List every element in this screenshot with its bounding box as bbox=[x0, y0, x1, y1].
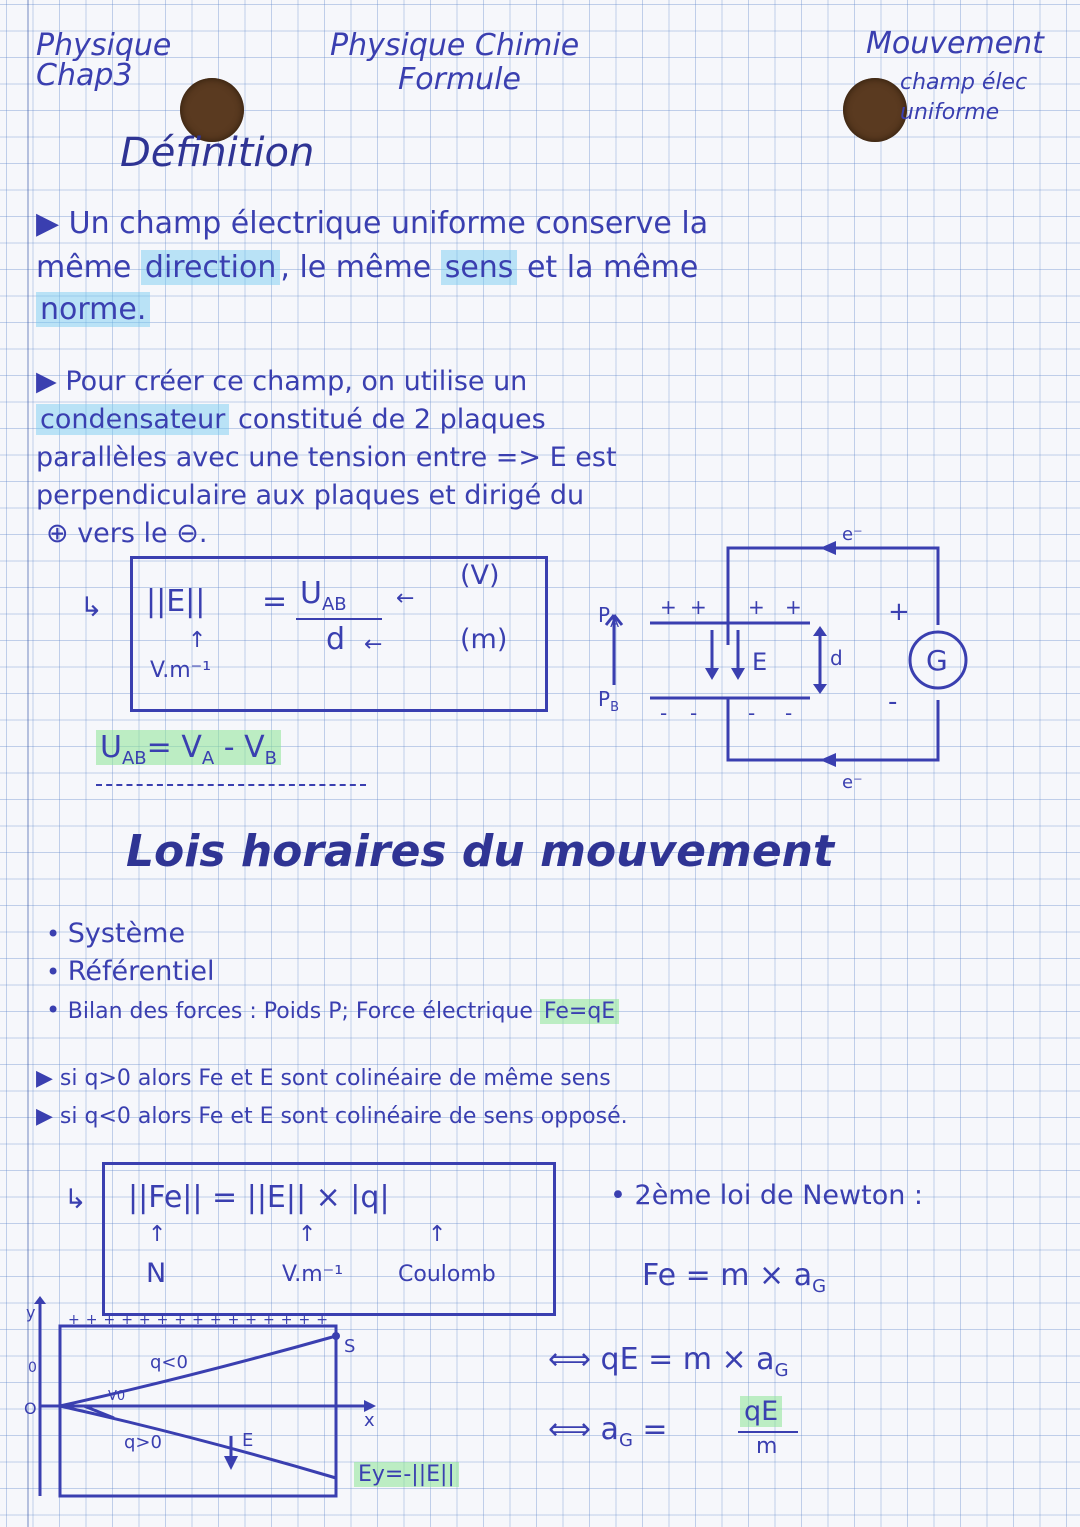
circuit-wire-bottom bbox=[728, 698, 938, 760]
keyword-norme: norme. bbox=[36, 292, 150, 327]
bottom-current-arrow bbox=[820, 753, 836, 767]
formula-f-unit-n: N bbox=[146, 1258, 167, 1289]
newton-line-1-sub: G bbox=[812, 1276, 827, 1297]
unit-arrow-m-icon: ← bbox=[364, 632, 383, 657]
formula-e-num-sub: AB bbox=[321, 594, 347, 615]
trajectory-q-positive bbox=[60, 1406, 336, 1478]
condition-negative-text: si q<0 alors Fe et E sont colinéaire de sens opposé. bbox=[59, 1104, 628, 1129]
graph-plate-plus-row: +++++++++++++++ bbox=[68, 1312, 334, 1328]
newton-line-1-text: Fe = m × a bbox=[642, 1258, 813, 1293]
label-d: d bbox=[830, 646, 843, 670]
up-arrow-icon: ↑ bbox=[188, 628, 207, 653]
minus-3: - bbox=[748, 701, 756, 725]
definition-line-4: ▶ Pour créer ce champ, on utilise un bbox=[36, 366, 528, 397]
e-arrowhead-graph bbox=[224, 1456, 238, 1470]
header-topic-1: Mouvement bbox=[866, 26, 1044, 61]
newton-fraction-bar bbox=[738, 1431, 798, 1433]
definition-line-3 bbox=[36, 292, 150, 327]
graph-plates-frame bbox=[60, 1326, 336, 1496]
graph-s-label: S bbox=[344, 1336, 356, 1357]
newton-line-3 bbox=[548, 1412, 668, 1451]
corner-arrow-icon-2: ↳ bbox=[64, 1184, 87, 1215]
uab-sub: AB bbox=[121, 748, 147, 769]
condition-positive-text: si q>0 alors Fe et E sont colinéaire de même sens bbox=[59, 1066, 611, 1091]
capacitor-circuit-diagram bbox=[580, 520, 1000, 800]
formula-e-unit-lhs: V.m⁻¹ bbox=[150, 658, 212, 683]
formula-e-unit-v: (V) bbox=[460, 560, 500, 591]
header-chapter: Chap3 bbox=[36, 58, 133, 93]
keyword-direction: direction bbox=[141, 250, 280, 285]
lois-item-3: • Bilan des forces : Poids P; Force électrique Fe=qE bbox=[46, 996, 619, 1024]
graph-y0-label: 0 bbox=[28, 1360, 37, 1376]
label-e-field: E bbox=[752, 648, 768, 676]
definition-heading: Définition bbox=[120, 130, 315, 176]
formula-f-unit-v: V.m⁻¹ bbox=[282, 1262, 344, 1287]
lois-item-1: • Système bbox=[46, 918, 186, 949]
graph-origin-label: O bbox=[24, 1399, 37, 1418]
definition-line-1 bbox=[36, 206, 708, 241]
formula-e-unit-m: (m) bbox=[460, 624, 508, 655]
definition-text-4: Pour créer ce champ, on utilise un bbox=[65, 366, 528, 397]
graph-q-neg-label: q<0 bbox=[150, 1352, 188, 1373]
definition-text-2b: , le même bbox=[280, 250, 441, 285]
graph-v0-label: V0 bbox=[108, 1389, 126, 1404]
d-arrowhead-down bbox=[813, 684, 827, 694]
label-electron-top: e⁻ bbox=[842, 524, 863, 545]
plus-1: + bbox=[660, 595, 677, 619]
definition-text-2a: même bbox=[36, 250, 141, 285]
lois-item-1-text: Système bbox=[67, 918, 186, 949]
formula-f-expr: ||Fe|| = ||E|| × |q| bbox=[128, 1180, 390, 1215]
header-topic-3: uniforme bbox=[900, 100, 1000, 125]
uab-sub-b: B bbox=[264, 748, 277, 769]
minus-2: - bbox=[690, 701, 698, 725]
lois-item-3-text: Bilan des forces : Poids P; Force électrique bbox=[67, 999, 540, 1024]
punch-hole-right bbox=[843, 78, 907, 142]
uab-dashed-underline bbox=[96, 784, 366, 786]
definition-text-1: Un champ électrique uniforme conserve la bbox=[68, 206, 709, 241]
uab-u: U bbox=[100, 730, 122, 765]
minus-1: - bbox=[660, 701, 668, 725]
header-formula: Formule bbox=[398, 62, 521, 97]
generator-plus: + bbox=[888, 597, 910, 627]
lois-item-2-text: Référentiel bbox=[67, 956, 215, 987]
condition-positive: ▶ si q>0 alors Fe et E sont colinéaire de même sens bbox=[36, 1066, 611, 1091]
lois-item-2: • Référentiel bbox=[46, 956, 215, 987]
generator-minus: - bbox=[888, 687, 898, 717]
bullet-arrow: ▶ bbox=[36, 206, 69, 241]
formula-e-lhs: ||E|| bbox=[146, 584, 206, 619]
up-arrow-v-icon: ↑ bbox=[298, 1222, 317, 1247]
definition-line-8: ⊕ vers le ⊖. bbox=[46, 518, 208, 549]
header-course: Physique Chimie bbox=[330, 28, 580, 63]
graph-e-label: E bbox=[242, 1430, 254, 1451]
newton-frac-den: m bbox=[756, 1434, 778, 1459]
newton-line-3-sub: G bbox=[618, 1430, 633, 1451]
newton-line-2-sub: G bbox=[774, 1360, 789, 1381]
definition-line-7: perpendiculaire aux plaques et dirigé du bbox=[36, 480, 585, 511]
newton-frac-num-text: qE bbox=[740, 1396, 782, 1427]
uab-va: = V bbox=[146, 730, 202, 765]
uab-sub-a: A bbox=[201, 748, 215, 769]
plus-4: + bbox=[785, 595, 802, 619]
uab-vb: - V bbox=[214, 730, 265, 765]
lois-heading: Lois horaires du mouvement bbox=[126, 826, 835, 877]
newton-heading: • 2ème loi de Newton : bbox=[610, 1180, 924, 1211]
formula-f-unit-c: Coulomb bbox=[398, 1262, 496, 1287]
up-arrow-n-icon: ↑ bbox=[148, 1222, 167, 1247]
definition-text-2c: et la même bbox=[517, 250, 699, 285]
corner-arrow-icon: ↳ bbox=[80, 592, 103, 623]
trajectory-graph bbox=[24, 1296, 384, 1506]
top-current-arrow bbox=[820, 541, 836, 555]
ey-formula-text: Ey=-||E|| bbox=[354, 1462, 459, 1487]
label-pa: $P_A$ bbox=[598, 603, 619, 631]
keyword-sens: sens bbox=[441, 250, 518, 285]
definition-line-5 bbox=[36, 404, 546, 435]
unit-arrow-v-icon: ← bbox=[396, 586, 415, 611]
e-arrowhead-2 bbox=[731, 668, 745, 680]
plus-3: + bbox=[748, 595, 765, 619]
newton-line-1 bbox=[642, 1258, 826, 1297]
up-arrow-c-icon: ↑ bbox=[428, 1222, 447, 1247]
lois-item-3-formula: Fe=qE bbox=[540, 999, 619, 1024]
y-axis-arrowhead bbox=[34, 1296, 46, 1304]
header-topic-2: champ élec bbox=[900, 70, 1028, 95]
minus-4: - bbox=[785, 701, 793, 725]
point-s bbox=[332, 1332, 340, 1340]
newton-line-2-text: ⟺ qE = m × a bbox=[548, 1342, 775, 1377]
header-subject: Physique bbox=[36, 28, 172, 63]
graph-x-label: x bbox=[364, 1410, 375, 1431]
plus-2: + bbox=[690, 595, 707, 619]
newton-line-3-eq: = bbox=[632, 1412, 668, 1447]
uab-formula bbox=[96, 730, 281, 769]
formula-e-num-u: U bbox=[300, 576, 322, 611]
trajectory-q-negative bbox=[60, 1336, 336, 1406]
e-arrowhead-1 bbox=[705, 668, 719, 680]
newton-line-3-text: ⟺ a bbox=[548, 1412, 619, 1447]
d-arrowhead-up bbox=[813, 626, 827, 636]
keyword-condensateur: condensateur bbox=[36, 404, 229, 435]
newton-heading-text: 2ème loi de Newton : bbox=[634, 1180, 924, 1211]
formula-e-fraction-bar bbox=[296, 618, 382, 620]
uab-highlight bbox=[96, 730, 281, 769]
newton-frac-num bbox=[740, 1396, 782, 1427]
formula-e-num bbox=[300, 576, 347, 615]
definition-line-2 bbox=[36, 250, 698, 285]
definition-line-6: parallèles avec une tension entre => E est bbox=[36, 442, 617, 473]
condition-negative: ▶ si q<0 alors Fe et E sont colinéaire de sens opposé. bbox=[36, 1104, 628, 1129]
label-electron-bottom: e⁻ bbox=[842, 772, 863, 793]
graph-y-label: y bbox=[26, 1303, 36, 1322]
label-generator: G bbox=[926, 644, 948, 677]
formula-e-eq: = bbox=[262, 584, 288, 619]
formula-e-den: d bbox=[326, 622, 346, 657]
newton-line-2 bbox=[548, 1342, 789, 1381]
graph-q-pos-label: q>0 bbox=[124, 1432, 162, 1453]
label-pb: $P_B$ bbox=[598, 687, 619, 715]
ey-formula bbox=[354, 1462, 459, 1487]
definition-text-5: constitué de 2 plaques bbox=[229, 404, 546, 435]
